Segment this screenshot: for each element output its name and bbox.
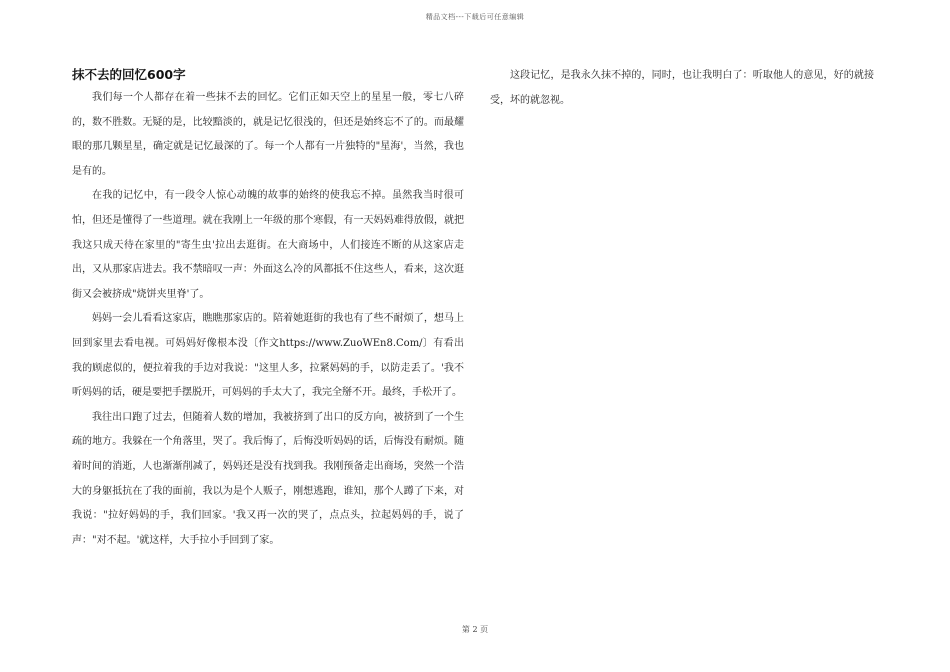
right-column [490, 64, 874, 113]
article-paragraph: 我们每一个人都存在着一些抹不去的回忆。它们正如天空上的星星一般，零七八碎的，数不胜数。无疑的是，比较黯淡的，就是记忆很浅的，但还是始终忘不了的。而最耀眼的那几颗星星，确定就是记忆最深的了。每一个人都有一片独特的"星海'，当然，我也是有的。 [72, 92, 464, 177]
article-paragraph: 这段记忆，是我永久抹不掉的，同时，也让我明白了：听取他人的意见，好的就接受，坏的就忽视。 [490, 70, 874, 106]
article-title: 抹不去的回忆600字 [72, 67, 186, 82]
page-header: 精品文档---下载后可任意编辑 [425, 13, 525, 21]
article-paragraph: 在我的记忆中，有一段令人惊心动魄的故事的始终的使我忘不掉。虽然我当时很可怕，但还是懂得了一些道理。就在我刚上一年级的那个寒假，有一天妈妈难得放假，就把我这只成天待在家里的"寄生虫'拉出去逛街。在大商场中，人们接连不断的从这家店走出，又从那家店进去。我不禁暗叹一声：外面这么冷的风都抵不住这些人，看来，这次逛街又会被挤成"烧饼夹里脊'了。 [72, 190, 464, 300]
article-paragraph: 妈妈一会儿看看这家店，瞧瞧那家店的。陪着她逛街的我也有了些不耐烦了，想马上回到家里去看电视。可妈妈好像根本没〔作文https://www.ZuoWEn8.Com/〕有看出我的顾虑似的，便拉着我的手边对我说："这里人多，拉紧妈妈的手，以防走丢了。'我不听妈妈的话，硬是要把手摆脱开，可妈妈的手太大了，我完全掰不开。最终，手松开了。 [72, 313, 464, 399]
left-column [72, 64, 464, 553]
page-number: 第 2 页 [461, 625, 489, 634]
article-paragraph: 我往出口跑了过去，但随着人数的增加，我被挤到了出口的反方向，被挤到了一个生疏的地方。我躲在一个角落里，哭了。我后悔了，后悔没听妈妈的话，后悔没有耐烦。随着时间的消逝，人也渐渐削减了，妈妈还是没有找到我。我刚预备走出商场，突然一个浩大的身躯抵抗在了我的面前，我以为是个人贩子，刚想逃跑，谁知，那个人蹲了下来，对我说："拉好妈妈的手，我们回家。'我又再一次的哭了，点点头，拉起妈妈的手，说了声："对不起。'就这样，大手拉小手回到了家。 [72, 411, 464, 546]
